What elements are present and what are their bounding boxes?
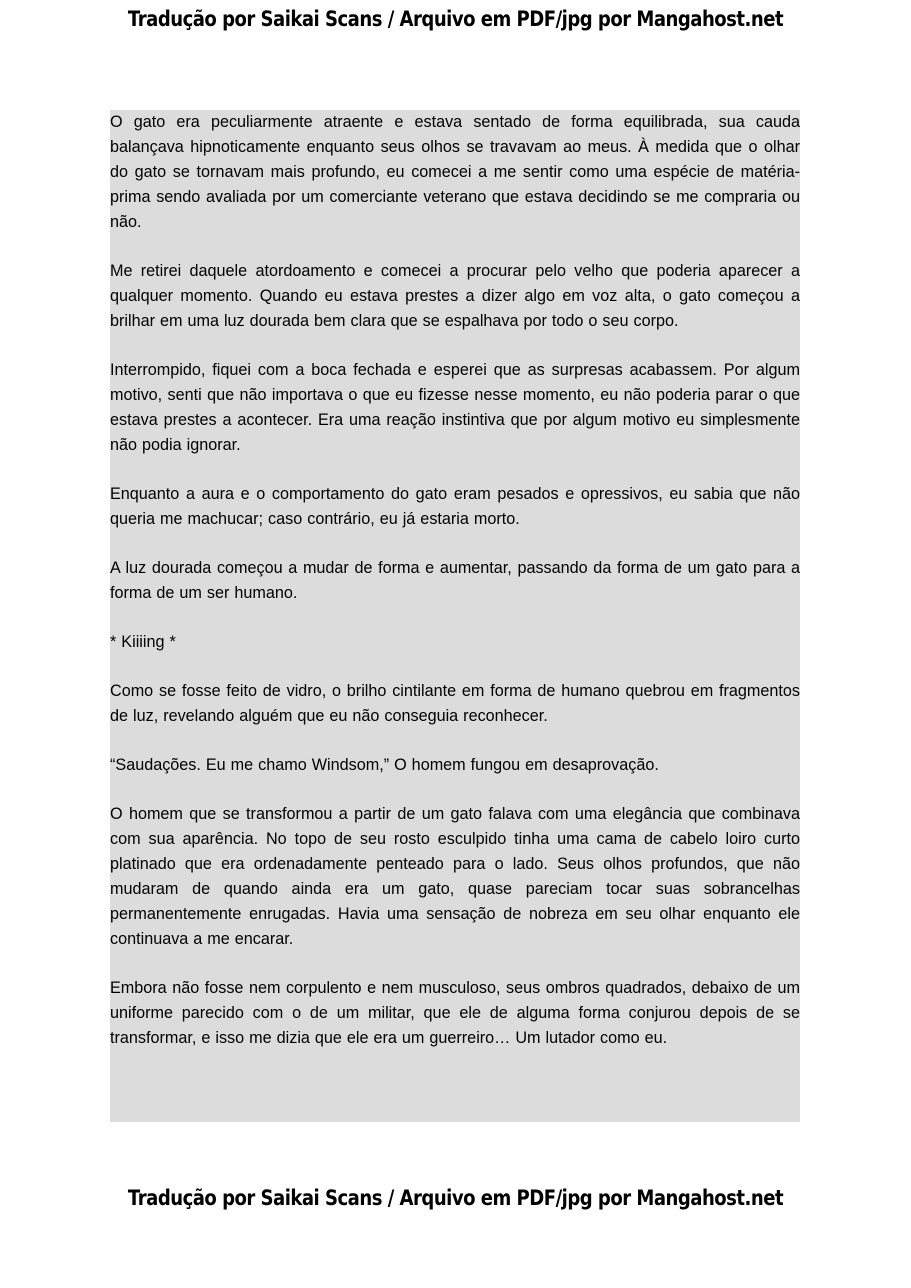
paragraph-10: Embora não fosse nem corpulento e nem musculoso, seus ombros quadrados, debaixo de um uniforme parecido com o de um militar, que ele de alguma forma conjurou depois de se transformar, e isso me dizia que ele era um guerreiro… Um lutador como eu. (110, 979, 800, 1047)
paragraph-3: Interrompido, fiquei com a boca fechada e esperei que as surpresas acabassem. Por algum motivo, senti que não importava o que eu fizesse nesse momento, eu não poderia parar o que estava prestes a acontecer. Era uma reação instintiva que por algum motivo eu simplesmente não podia ignorar. (110, 361, 800, 454)
paragraph-6-sound-effect: * Kiiiing * (110, 633, 176, 651)
footer-credit: Tradução por Saikai Scans / Arquivo em PDF/jpg por Mangahost.net (127, 1186, 784, 1210)
paragraph-1: O gato era peculiarmente atraente e estava sentado de forma equilibrada, sua cauda balançava hipnoticamente enquanto seus olhos se travavam ao meus. À medida que o olhar do gato se tornavam mais profundo, eu comecei a me sentir como uma espécie de matéria-prima sendo avaliada por um comerciante veterano que estava decidindo se me compraria ou não. (110, 113, 800, 231)
paragraph-2: Me retirei daquele atordoamento e comecei a procurar pelo velho que poderia aparecer a qualquer momento. Quando eu estava prestes a dizer algo em voz alta, o gato começou a brilhar em uma luz dourada bem clara que se espalhava por todo o seu corpo. (110, 262, 800, 330)
chapter-text-block (110, 110, 800, 1122)
paragraph-5: A luz dourada começou a mudar de forma e aumentar, passando da forma de um gato para a forma de um ser humano. (110, 559, 800, 602)
paragraph-8-dialogue: “Saudações. Eu me chamo Windsom,” O homem fungou em desaprovação. (110, 756, 659, 774)
header-credit: Tradução por Saikai Scans / Arquivo em PDF/jpg por Mangahost.net (127, 7, 784, 31)
paragraph-9: O homem que se transformou a partir de um gato falava com uma elegância que combinava com sua aparência. No topo de seu rosto esculpido tinha uma cama de cabelo loiro curto platinado que era ordenadamente penteado para o lado. Seus olhos profundos, que não mudaram de quando ainda era um gato, quase pareciam tocar suas sobrancelhas permanentemente enrugadas. Havia uma sensação de nobreza em seu olhar enquanto ele continuava a me encarar. (110, 805, 800, 948)
paragraph-7: Como se fosse feito de vidro, o brilho cintilante em forma de humano quebrou em fragmentos de luz, revelando alguém que eu não conseguia reconhecer. (110, 682, 800, 725)
paragraph-4: Enquanto a aura e o comportamento do gato eram pesados e opressivos, eu sabia que não queria me machucar; caso contrário, eu já estaria morto. (110, 485, 800, 528)
